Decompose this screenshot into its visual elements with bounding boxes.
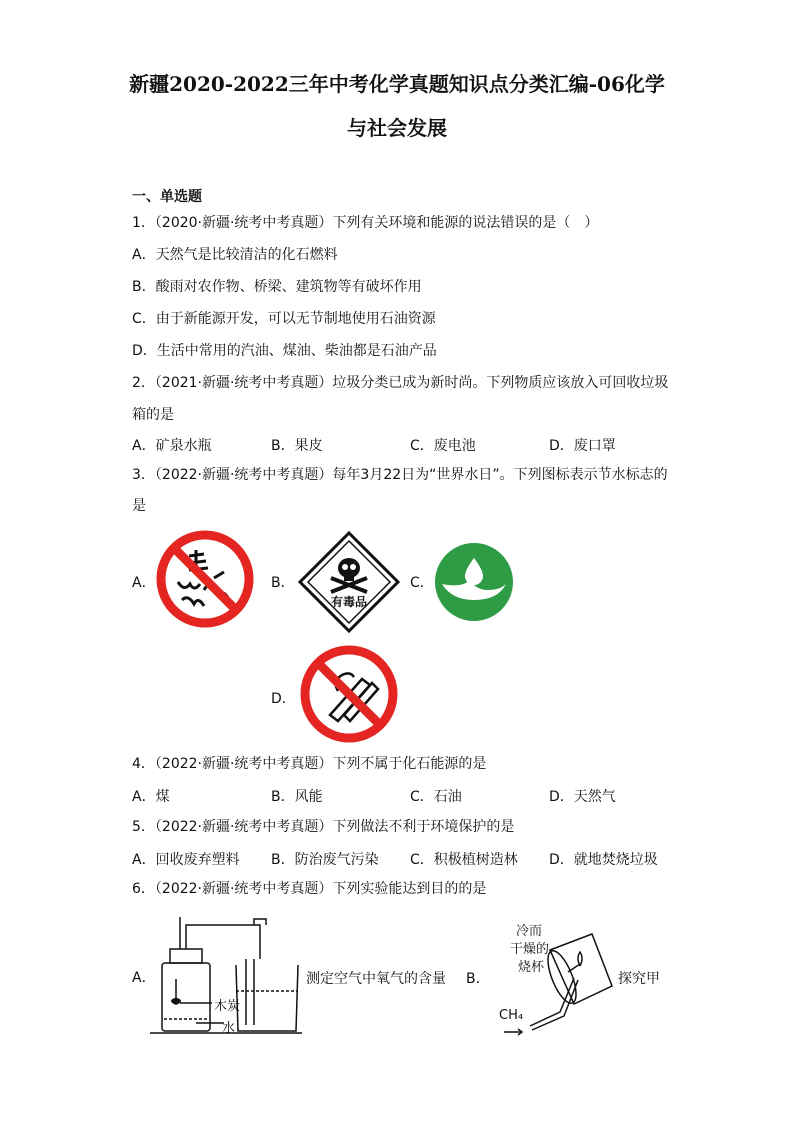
q1-option-d: D．生活中常用的汽油、煤油、柴油都是石油产品 [132, 343, 437, 359]
charcoal-label: 木炭 [214, 999, 241, 1014]
q1-option-b: B．酸雨对农作物、桥梁、建筑物等有破坏作用 [132, 279, 422, 295]
q5-option-c: C．积极植树造林 [410, 852, 518, 868]
q4-stem: 4．（2022·新疆·统考中考真题）下列不属于化石能源的是 [132, 756, 487, 772]
toxic-label: 有毒品 [330, 595, 368, 609]
q4-option-b: B．风能 [271, 789, 323, 805]
no-littering-sign-icon [156, 530, 254, 628]
q5-option-a: A．回收废弃塑料 [132, 852, 240, 868]
q6-stem: 6．（2022·新疆·统考中考真题）下列实验能达到目的的是 [132, 881, 487, 897]
title-line-2: 与社会发展 [347, 116, 447, 140]
methane-label: CH₄ [499, 1008, 524, 1023]
q2-option-b: B．果皮 [271, 438, 323, 454]
q2-option-c: C．废电池 [410, 438, 476, 454]
q3-option-b: B． [271, 575, 295, 591]
beaker-label-line-2: 干燥的 [510, 942, 550, 957]
beaker-label-line-1: 冷而 [516, 924, 543, 939]
toxic-substance-sign-icon [297, 530, 401, 634]
q1-option-a: A．天然气是比较清洁的化石燃料 [132, 247, 338, 263]
beaker-label-line-3: 烧杯 [518, 960, 545, 975]
q4-option-c: C．石油 [410, 789, 462, 805]
q2-stem-line-1: 2．（2021·新疆·统考中考真题）垃圾分类已成为新时尚。下列物质应该放入可回收垃圾 [132, 375, 669, 391]
no-smoking-sign-icon [300, 645, 398, 743]
q3-stem-line-2: 是 [132, 498, 146, 514]
section-heading: 一、单选题 [132, 189, 202, 205]
water-label: 水 [222, 1021, 236, 1036]
q2-option-a: A．矿泉水瓶 [132, 438, 212, 454]
q2-option-d: D．废口罩 [549, 438, 616, 454]
q5-option-d: D．就地焚烧垃圾 [549, 852, 658, 868]
q2-stem-line-2: 箱的是 [132, 407, 174, 423]
q3-option-a: A． [132, 575, 156, 591]
q5-stem: 5．（2022·新疆·统考中考真题）下列做法不利于环境保护的是 [132, 819, 515, 835]
q1-option-c: C．由于新能源开发，可以无节制地使用石油资源 [132, 311, 436, 327]
q4-option-a: A．煤 [132, 789, 170, 805]
q6-option-a: A． [132, 970, 156, 986]
q6-option-a-description: 测定空气中氧气的含量 [306, 971, 446, 987]
q3-option-c: C． [410, 575, 434, 591]
q6-option-b: B． [466, 971, 490, 987]
q5-option-b: B．防治废气污染 [271, 852, 379, 868]
water-saving-sign-icon [434, 542, 514, 622]
q6-option-b-description: 探究甲 [618, 971, 660, 987]
title-line-1: 新疆2020-2022三年中考化学真题知识点分类汇编-06化学 [129, 72, 665, 96]
q3-stem-line-1: 3．（2022·新疆·统考中考真题）每年3月22日为“世界水日”。下列图标表示节水标志的 [132, 467, 668, 483]
document-title [120, 62, 674, 150]
q4-option-d: D．天然气 [549, 789, 616, 805]
q1-stem: 1．（2020·新疆·统考中考真题）下列有关环境和能源的说法错误的是（ ） [132, 215, 599, 231]
q3-option-d: D． [271, 691, 296, 707]
